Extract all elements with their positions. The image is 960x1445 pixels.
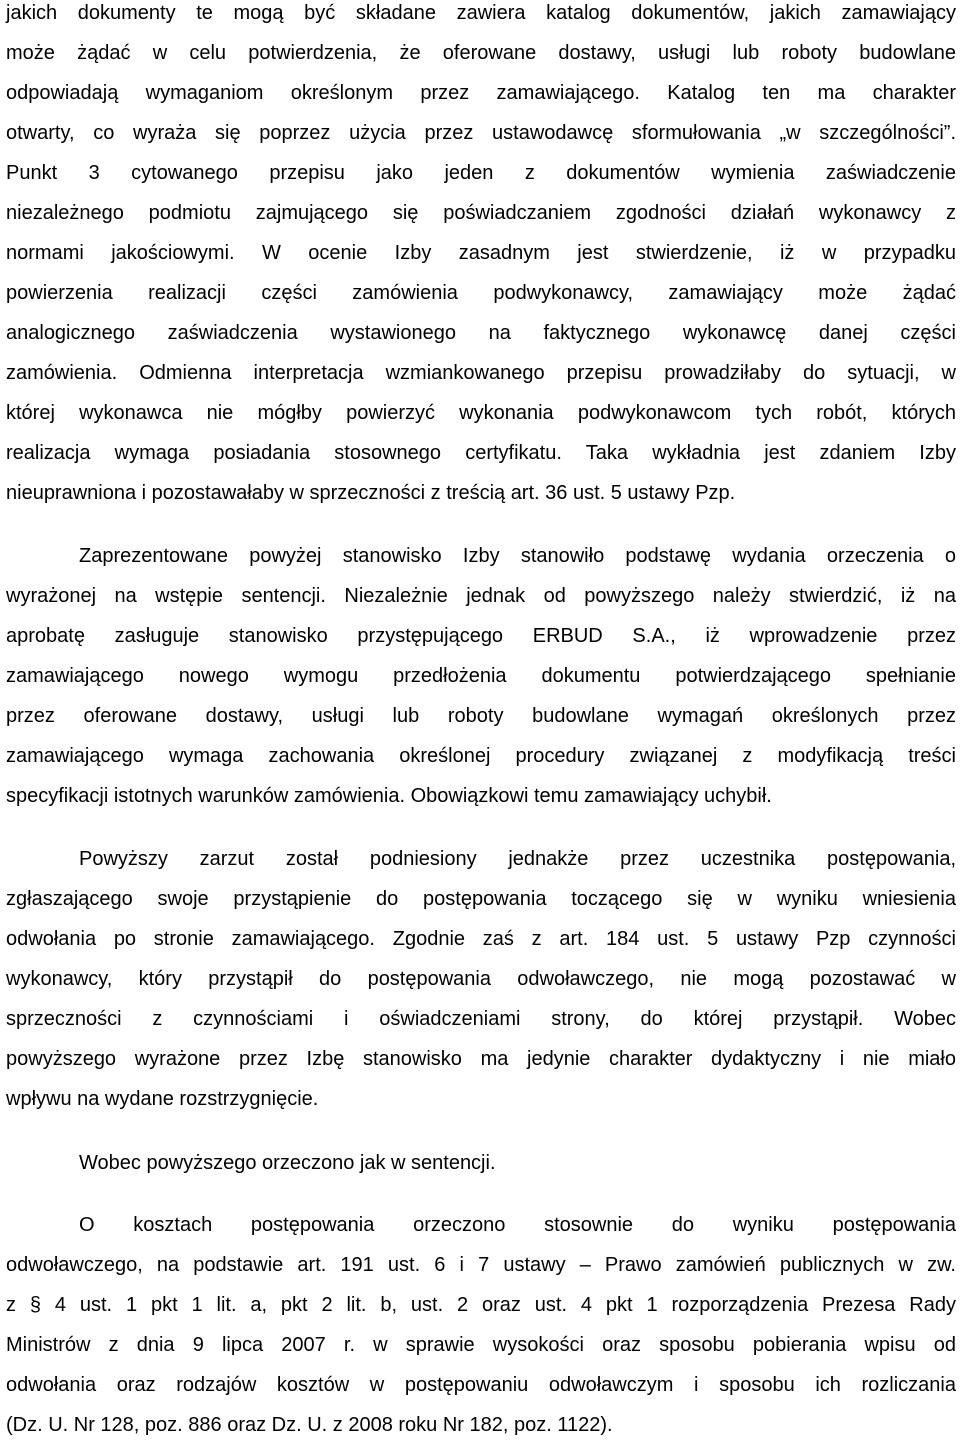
text-line: aprobatę zasługuje stanowisko przystępującego ERBUD S.A., iż wprowadzenie przez bbox=[6, 625, 956, 647]
text-line: realizacja wymaga posiadania stosownego certyfikatu. Taka wykładnia jest zdaniem Izby bbox=[6, 442, 956, 464]
text-line: (Dz. U. Nr 128, poz. 886 oraz Dz. U. z 2008 roku Nr 182, poz. 1122). bbox=[6, 1414, 613, 1436]
text-line: zamawiającego nowego wymogu przedłożenia dokumentu potwierdzającego spełnianie bbox=[6, 665, 956, 687]
text-line: powyższego wyrażone przez Izbę stanowisko ma jedynie charakter dydaktyczny i nie miało bbox=[6, 1048, 956, 1070]
text-line: otwarty, co wyraża się poprzez użycia przez ustawodawcę sformułowania „w szczególności”. bbox=[6, 122, 956, 144]
paragraph-ruling bbox=[6, 1143, 956, 1183]
document-page bbox=[6, 0, 956, 1445]
text-line: której wykonawca nie mógłby powierzyć wykonania podwykonawcom tych robót, których bbox=[6, 402, 956, 424]
paragraph-spacer bbox=[6, 1119, 956, 1143]
text-line: O kosztach postępowania orzeczono stosownie do wyniku postępowania bbox=[79, 1214, 956, 1236]
text-line: nieuprawniona i pozostawałaby w sprzeczności z treścią art. 36 ust. 5 ustawy Pzp. bbox=[6, 482, 736, 504]
paragraph-spacer bbox=[6, 1183, 956, 1205]
paragraph-chamber-position bbox=[6, 536, 956, 816]
paragraph-spacer bbox=[6, 513, 956, 536]
text-line: normami jakościowymi. W ocenie Izby zasadnym jest stwierdzenie, iż w przypadku bbox=[6, 242, 956, 264]
text-line: Ministrów z dnia 9 lipca 2007 r. w sprawie wysokości oraz sposobu pobierania wpisu od bbox=[6, 1334, 956, 1356]
text-line: wyrażonej na wstępie sentencji. Niezależnie jednak od powyższego należy stwierdzić, iż na bbox=[6, 585, 956, 607]
text-line: przez oferowane dostawy, usługi lub roboty budowlane wymagań określonych przez bbox=[6, 705, 956, 727]
text-line: zgłaszającego swoje przystąpienie do postępowania toczącego się w wyniku wniesienia bbox=[6, 888, 956, 910]
text-line: odwoławczego, na podstawie art. 191 ust. 6 i 7 ustawy – Prawo zamówień publicznych w zw. bbox=[6, 1254, 956, 1276]
text-line: analogicznego zaświadczenia wystawionego na faktycznego wykonawcę danej części bbox=[6, 322, 956, 344]
text-line: Punkt 3 cytowanego przepisu jako jeden z dokumentów wymienia zaświadczenie bbox=[6, 162, 956, 184]
text-line: powierzenia realizacji części zamówienia podwykonawcy, zamawiający może żądać bbox=[6, 282, 956, 304]
text-line: specyfikacji istotnych warunków zamówienia. Obowiązkowi temu zamawiający uchybił. bbox=[6, 785, 772, 807]
text-line: z § 4 ust. 1 pkt 1 lit. a, pkt 2 lit. b, ust. 2 oraz ust. 4 pkt 1 rozporządzenia Prezesa Rady bbox=[6, 1294, 956, 1316]
paragraph-objection-raised bbox=[6, 839, 956, 1119]
text-line: niezależnego podmiotu zajmującego się poświadczaniem zgodności działań wykonawcy z bbox=[6, 202, 956, 224]
text-line: zamawiającego wymaga zachowania określonej procedury związanej z modyfikacją treści bbox=[6, 745, 956, 767]
text-line: Powyższy zarzut został podniesiony jednakże przez uczestnika postępowania, bbox=[79, 848, 956, 870]
text-line: odpowiadają wymaganiom określonym przez zamawiającego. Katalog ten ma charakter bbox=[6, 82, 956, 104]
text-line: może żądać w celu potwierdzenia, że oferowane dostawy, usługi lub roboty budowlane bbox=[6, 42, 956, 64]
text-line: zamówienia. Odmienna interpretacja wzmiankowanego przepisu prowadziłaby do sytuacji, w bbox=[6, 362, 956, 384]
text-line: odwołania po stronie zamawiającego. Zgodnie zaś z art. 184 ust. 5 ustawy Pzp czynności bbox=[6, 928, 956, 950]
text-line: sprzeczności z czynnościami i oświadczeniami strony, do której przystąpił. Wobec bbox=[6, 1008, 956, 1030]
paragraph-catalog-of-documents bbox=[6, 0, 956, 513]
paragraph-costs bbox=[6, 1205, 956, 1445]
text-line: odwołania oraz rodzajów kosztów w postępowaniu odwoławczym i sposobu ich rozliczania bbox=[6, 1374, 956, 1396]
text-line: wykonawcy, który przystąpił do postępowania odwoławczego, nie mogą pozostawać w bbox=[6, 968, 956, 990]
text-line: wpływu na wydane rozstrzygnięcie. bbox=[6, 1088, 319, 1110]
text-line: Zaprezentowane powyżej stanowisko Izby stanowiło podstawę wydania orzeczenia o bbox=[79, 545, 956, 567]
paragraph-spacer bbox=[6, 816, 956, 839]
text-line: Wobec powyższego orzeczono jak w sentencji. bbox=[79, 1152, 496, 1174]
text-line: jakich dokumenty te mogą być składane zawiera katalog dokumentów, jakich zamawiający bbox=[6, 2, 956, 24]
